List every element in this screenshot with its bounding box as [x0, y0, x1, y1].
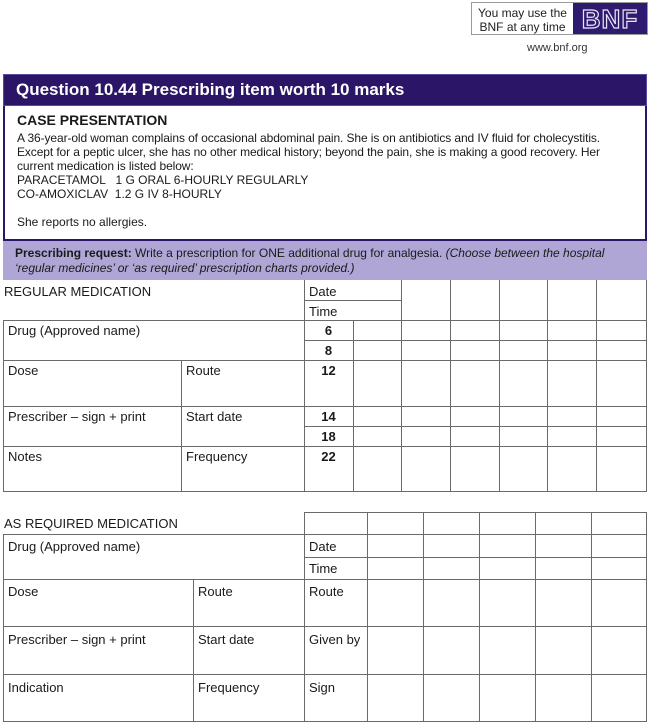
regular-administration-grid[interactable]: [354, 321, 646, 491]
prn-frequency-field[interactable]: [194, 696, 303, 720]
request-note: (Choose between the hospital ‘regular medicines’ or ‘as required’ prescription charts provided.): [15, 246, 605, 275]
request-label: Prescribing request:: [15, 246, 132, 260]
prn-indication-label: Indication: [8, 680, 64, 695]
grid-line-horizontal: [304, 300, 401, 301]
as-required-chart-title: AS REQUIRED MEDICATION: [4, 516, 178, 531]
case-paragraph: A 36-year-old woman complains of occasional abdominal pain. She is on antibiotics and IV fluid for cholecystitis. Except for a peptic ulcer, she has no other medical history; beyond the pain, she is making a good recovery. Her current medication is listed below:: [17, 131, 601, 173]
prn-drug-field[interactable]: [4, 555, 303, 578]
regular-frequency-label: Frequency: [186, 449, 248, 464]
prn-route-field[interactable]: [194, 600, 303, 625]
prn-admin-time-label: Time: [309, 561, 338, 576]
grid-line-horizontal: [3, 491, 647, 492]
grid-line-vertical: [646, 280, 647, 492]
prn-drug-label: Drug (Approved name): [8, 539, 141, 554]
prn-route-label: Route: [198, 584, 233, 599]
time-slot: 12: [321, 363, 336, 378]
grid-line-horizontal: [3, 721, 647, 722]
regular-time-label: Time: [309, 304, 338, 319]
bnf-notice-line2: BNF at any time: [479, 20, 566, 34]
regular-chart-title: REGULAR MEDICATION: [4, 284, 152, 299]
time-slot: 22: [321, 449, 336, 464]
regular-dose-field[interactable]: [4, 378, 180, 405]
regular-drug-field[interactable]: [4, 336, 303, 359]
time-slot: 6: [324, 323, 333, 338]
regular-route-field[interactable]: [182, 378, 303, 405]
case-title: CASE PRESENTATION: [17, 112, 168, 128]
case-presentation: [3, 106, 647, 241]
grid-line-vertical: [304, 512, 305, 722]
prn-administration-grid[interactable]: [368, 513, 646, 721]
bnf-notice-line1: You may use the: [478, 6, 567, 20]
request-text: Write a prescription for ONE additional drug for analgesia.: [131, 246, 446, 260]
regular-notes-label: Notes: [8, 449, 42, 464]
time-slot: 18: [321, 429, 336, 444]
prn-start-date-field[interactable]: [194, 648, 303, 673]
regular-date-columns[interactable]: [402, 281, 646, 320]
medication-item: CO-AMOXICLAV 1.2 G IV 8-HOURLY: [17, 187, 222, 201]
regular-notes-field[interactable]: [4, 464, 180, 491]
prn-prescriber-field[interactable]: [4, 648, 192, 673]
allergy-status: She reports no allergies.: [17, 215, 148, 229]
prn-admin-given-by-label: Given by: [309, 632, 361, 647]
bnf-logo: [573, 3, 647, 34]
grid-line-vertical: [646, 512, 647, 722]
prn-admin-route-label: Route: [309, 584, 344, 599]
prn-admin-date-label: Date: [309, 539, 337, 554]
prn-prescriber-label: Prescriber – sign + print: [8, 632, 146, 647]
regular-date-label: Date: [309, 284, 337, 299]
regular-start-date-label: Start date: [186, 409, 243, 424]
bnf-url-link[interactable]: www.bnf.org: [527, 42, 588, 54]
bnf-logo-text: BNF: [581, 3, 639, 34]
prn-admin-sign-label: Sign: [309, 680, 336, 695]
prn-start-date-label: Start date: [198, 632, 255, 647]
regular-start-date-field[interactable]: [182, 424, 303, 445]
regular-dose-label: Dose: [8, 363, 39, 378]
question-title: Question 10.44 Prescribing item worth 10 marks: [3, 74, 647, 106]
bnf-badge: [471, 2, 648, 35]
medication-item: PARACETAMOL 1 G ORAL 6-HOURLY REGULARLY: [17, 173, 309, 187]
prn-indication-field[interactable]: [4, 696, 192, 720]
time-slot: 8: [324, 343, 333, 358]
regular-route-label: Route: [186, 363, 221, 378]
regular-prescriber-field[interactable]: [4, 424, 180, 445]
prn-dose-field[interactable]: [4, 600, 192, 625]
prn-frequency-label: Frequency: [198, 680, 260, 695]
regular-prescriber-label: Prescriber – sign + print: [8, 409, 146, 424]
prn-dose-label: Dose: [8, 584, 39, 599]
time-slot: 14: [321, 409, 336, 424]
regular-frequency-field[interactable]: [182, 464, 303, 491]
prescribing-request: [3, 241, 647, 280]
regular-drug-label: Drug (Approved name): [8, 323, 141, 338]
bnf-notice: [472, 3, 573, 34]
